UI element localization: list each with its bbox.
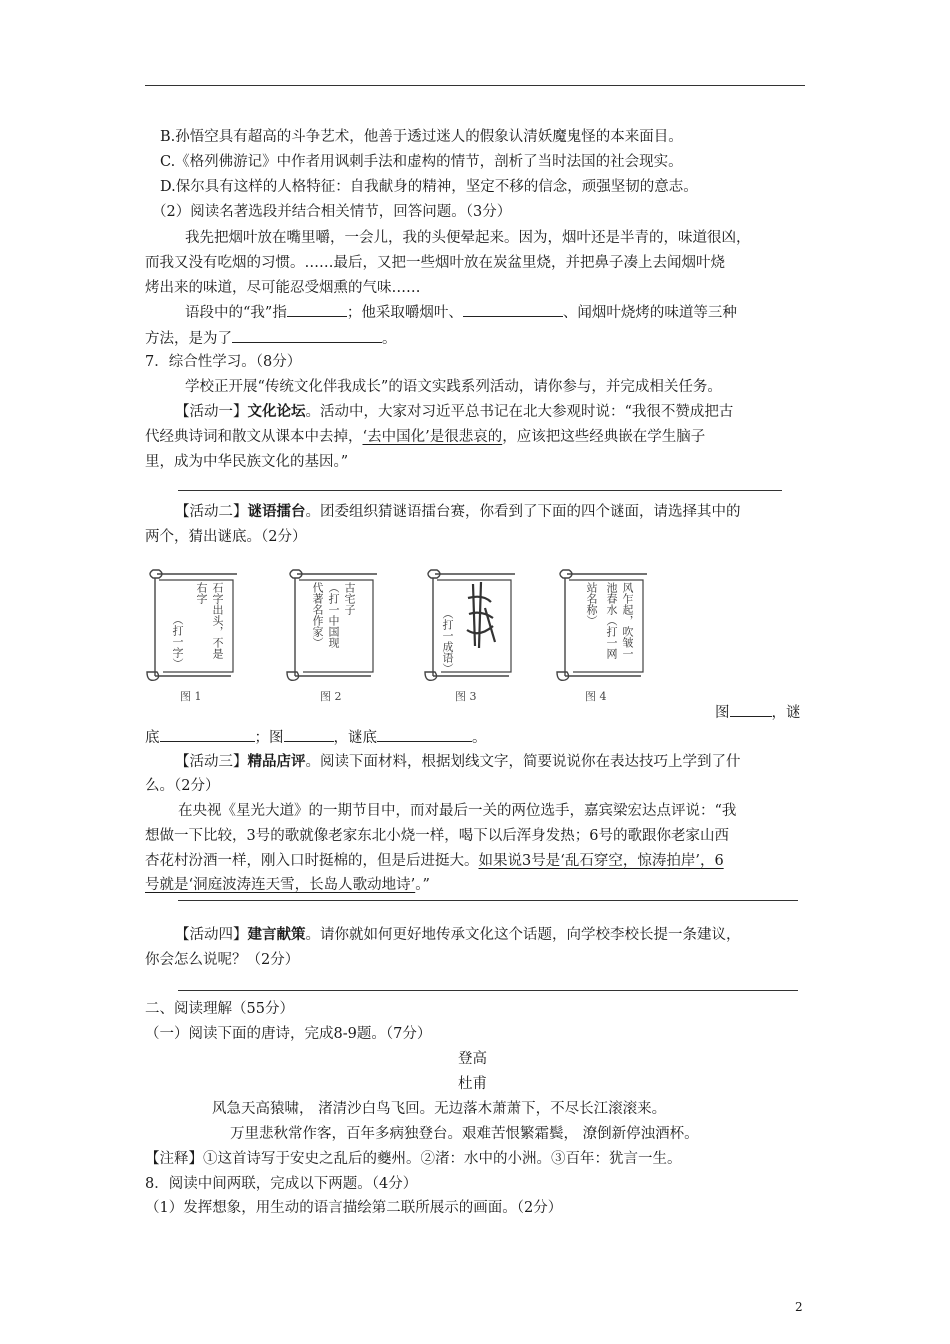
scroll-1-frame [145, 568, 240, 686]
riddle-answer-line1: 图 ，谜 [715, 702, 801, 723]
activity3-passage-line4: 号就是‘洞庭波涛连天雪，长岛人歌动地诗’。” [145, 877, 430, 893]
activity1-line2: 代经典诗词和散文从课本中去掉，‘去中国化’是很悲哀的，应该把这些经典嵌在学生脑子 [145, 429, 706, 445]
scroll-2-col3: 代著名作家） [311, 582, 324, 648]
answer-blank-figure-a[interactable] [730, 702, 772, 717]
scroll-1-col2: 石字出头，不是 [211, 582, 224, 659]
q6-2-question-line1: 语段中的“我”指 ；他采取嚼烟叶、 、闻烟叶烧烤的味道等三种 [185, 302, 737, 323]
section2-sub1: （一）阅读下面的唐诗，完成8-9题。（7分） [145, 1026, 432, 1042]
calligraphy-glyph [467, 582, 495, 648]
section2-title: 二、阅读理解（55分） [145, 1001, 294, 1017]
answer-blank-who[interactable] [287, 302, 347, 317]
figure-3-caption: 图 3 [455, 690, 477, 703]
riddle-scroll-2 [285, 568, 380, 686]
answer-blank-method[interactable] [463, 302, 563, 317]
q6-2-stem: （2）阅读名著选段并结合相关情节，回答问题。（3分） [152, 204, 512, 220]
activity3-passage-line1: 在央视《星光大道》的一期节目中，而对最后一关的两位选手，嘉宾梁宏达点评说：“我 [178, 803, 737, 819]
activity4-answer-line[interactable] [178, 990, 798, 991]
activity1-answer-line[interactable] [178, 490, 782, 491]
activity1-line3: 里，成为中华民族文化的基因。” [145, 454, 349, 470]
poem-title: 登高 [458, 1051, 487, 1067]
option-c: C.《格列佛游记》中作者用讽刺手法和虚构的情节，剖析了当时法国的社会现实。 [160, 154, 683, 170]
riddle-scroll-4 [555, 568, 650, 686]
activity1-line1: 【活动一】文化论坛。活动中，大家对习近平总书记在北大参观时说：“我很不赞成把古 [175, 403, 734, 420]
q6-2-passage-line2: 而我又没有吃烟的习惯。……最后，又把一些烟叶放在炭盆里烧，并把鼻子凑上去闻烟叶烧 [145, 255, 725, 271]
scroll-4-frame [555, 568, 650, 686]
q6-2-passage-line3: 烤出来的味道，尽可能忍受烟熏的气味…… [145, 280, 421, 296]
scroll-4-col3: 站名称） [585, 582, 598, 626]
poem-author: 杜甫 [458, 1076, 487, 1092]
poem-note: 【注释】①这首诗写于安史之乱后的夔州。②渚：水中的小洲。③百年：犹言一生。 [145, 1151, 682, 1167]
riddle-answer-line2: 底 ；图 ，谜底 。 [145, 727, 487, 748]
activity2-line2: 两个，猜出谜底。（2分） [145, 529, 307, 545]
figure-4-caption: 图 4 [585, 690, 607, 703]
poem-line1: 风急天高猿啸， 渚清沙白鸟飞回。无边落木萧萧下，不尽长江滚滚来。 [212, 1101, 667, 1117]
q8-1: （1）发挥想象，用生动的语言描绘第二联所展示的画面。（2分） [145, 1200, 563, 1216]
activity3-passage-line2: 想做一下比较，3号的歌就像老家东北小烧一样，喝下以后浑身发热；6号的歌跟你老家山西 [145, 828, 729, 844]
page-number: 2 [795, 1300, 803, 1314]
activity3-passage-line3: 杏花村汾酒一样，刚入口时挺棉的，但是后进挺大。如果说3号是‘乱石穿空，惊涛拍岸’，6 [145, 853, 724, 869]
option-b: B.孙悟空具有超高的斗争艺术，他善于透过迷人的假象认清妖魔鬼怪的本来面目。 [160, 129, 683, 145]
q7-title: 7．综合性学习。（8分） [145, 354, 302, 370]
scroll-2-col1: 古宅子 [343, 582, 356, 615]
q6-2-passage-line1: 我先把烟叶放在嘴里嚼，一会儿，我的头便晕起来。因为，烟叶还是半青的，味道很凶， [185, 230, 751, 246]
scroll-1-col1: 右字 [195, 582, 208, 604]
scroll-3-frame [423, 568, 518, 686]
poem-line2: 万里悲秋常作客，百年多病独登台。艰难苦恨繁霜鬓， 潦倒新停浊酒杯。 [230, 1126, 699, 1142]
figure-1-caption: 图 1 [180, 690, 202, 703]
riddle-scroll-1 [145, 568, 240, 686]
activity4-line2: 你会怎么说呢？（2分） [145, 952, 300, 968]
scroll-3-hint: （打一成语） [441, 608, 454, 674]
answer-blank-solution-a[interactable] [160, 727, 255, 742]
answer-blank-figure-b[interactable] [284, 727, 334, 742]
activity2-line1: 【活动二】谜语擂台。团委组织猜谜语擂台赛，你看到了下面的四个谜面，请选择其中的 [175, 503, 741, 520]
answer-blank-solution-b[interactable] [377, 727, 472, 742]
activity3-line1: 【活动三】精品店评。阅读下面材料，根据划线文字，简要说说你在表达技巧上学到了什 [175, 753, 741, 770]
option-d: D.保尔具有这样的人格特征：自我献身的精神，坚定不移的信念，顽强坚韧的意志。 [160, 179, 698, 195]
figure-2-caption: 图 2 [320, 690, 342, 703]
answer-blank-purpose[interactable] [232, 328, 382, 343]
q6-2-question-line2: 方法，是为了 。 [145, 328, 397, 349]
activity3-answer-line[interactable] [178, 900, 798, 901]
scroll-4-col2: 池春水（打一网 [605, 582, 618, 659]
q7-intro: 学校正开展“传统文化伴我成长”的语文实践系列活动，请你参与，并完成相关任务。 [185, 379, 722, 395]
scroll-1-hint: （打一字） [171, 614, 184, 669]
riddle-scroll-3 [423, 568, 518, 686]
activity4-line1: 【活动四】建言献策。请你就如何更好地传承文化这个话题，向学校李校长提一条建议， [175, 926, 741, 943]
activity3-line2: 么。（2分） [145, 778, 220, 794]
header-rule [145, 85, 805, 86]
scroll-2-col2: （打一中国现 [327, 582, 340, 648]
q8-title: 8．阅读中间两联，完成以下两题。（4分） [145, 1176, 418, 1192]
scroll-4-col1: 风乍起，吹皱一 [621, 582, 634, 659]
